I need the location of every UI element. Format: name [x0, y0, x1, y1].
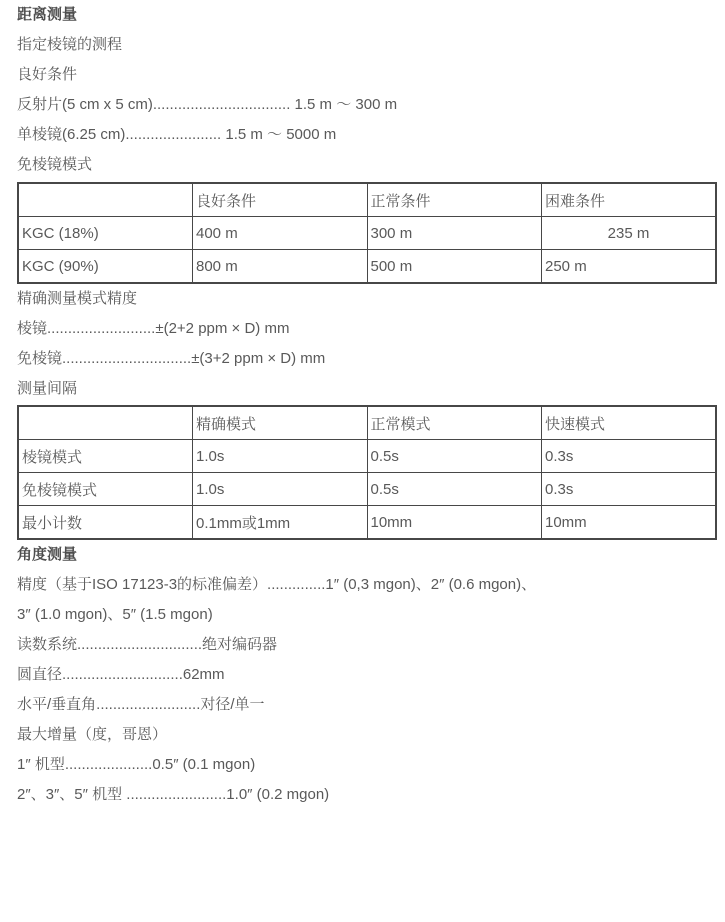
table-header-row	[18, 406, 716, 440]
reflectorless-table	[17, 182, 717, 284]
table-header-cell	[18, 406, 193, 440]
table-cell: 免棱镜模式	[18, 473, 193, 506]
prism-range-heading: 指定棱镜的测程	[17, 36, 123, 53]
model-235sec-spec: 2″、3″、5″ 机型 ........................1.0″ (0.2 mgon)	[17, 786, 330, 803]
reading-system-spec: 读数系统..............................绝对编码器	[17, 636, 278, 653]
table-row	[18, 250, 716, 284]
table-header-cell: 精确模式	[193, 406, 368, 440]
table-cell: 0.1mm或1mm	[193, 506, 368, 540]
distance-section-title: 距离测量	[17, 6, 78, 23]
table-cell: KGC (90%)	[18, 250, 193, 284]
angle-accuracy-line1: 精度（基于ISO 17123-3的标准偏差）..............1″ (0,3 mgon)、2″ (0.6 mgon)、	[17, 576, 537, 593]
table-header-cell: 正常条件	[367, 183, 542, 217]
interval-section-title: 测量间隔	[17, 380, 78, 397]
table-cell: 250 m	[542, 250, 717, 284]
table-cell: 1.0s	[193, 440, 368, 473]
table-cell: 10mm	[542, 506, 717, 540]
table-row	[18, 440, 716, 473]
circle-diameter-spec: 圆直径.............................62mm	[17, 666, 225, 683]
table-header-cell: 正常模式	[367, 406, 542, 440]
good-conditions-label: 良好条件	[17, 66, 78, 83]
table-cell: 0.5s	[367, 440, 542, 473]
interval-table	[17, 405, 717, 540]
table-header-cell	[18, 183, 193, 217]
table-row	[18, 506, 716, 540]
table-cell: 500 m	[367, 250, 542, 284]
single-prism-spec: 单棱镜(6.25 cm)....................... 1.5 m ～ 5000 m	[17, 126, 337, 143]
table-cell: 0.3s	[542, 440, 717, 473]
table-header-cell: 快速模式	[542, 406, 717, 440]
table-cell: 10mm	[367, 506, 542, 540]
table-row	[18, 473, 716, 506]
angle-accuracy-line2: 3″ (1.0 mgon)、5″ (1.5 mgon)	[17, 606, 213, 623]
table-cell: 0.5s	[367, 473, 542, 506]
fine-mode-title: 精确测量模式精度	[17, 290, 138, 307]
reflective-sheet-spec: 反射片(5 cm x 5 cm)................................. 1.5 m ～ 300 m	[17, 96, 398, 113]
max-increment-heading: 最大增量（度，哥恩）	[17, 726, 168, 743]
table-cell: 300 m	[367, 217, 542, 250]
fine-mode-prism-spec: 棱镜..........................±(2+2 ppm × D) mm	[17, 320, 290, 337]
table-cell: 最小计数	[18, 506, 193, 540]
table-cell: KGC (18%)	[18, 217, 193, 250]
angle-section-title: 角度测量	[17, 546, 78, 563]
table-cell: 0.3s	[542, 473, 717, 506]
table-cell: 1.0s	[193, 473, 368, 506]
table-header-cell: 困难条件	[542, 183, 717, 217]
model-1sec-spec: 1″ 机型.....................0.5″ (0.1 mgon)	[17, 756, 256, 773]
table-cell: 棱镜模式	[18, 440, 193, 473]
table-row	[18, 217, 716, 250]
fine-mode-reflectorless-spec: 免棱镜...............................±(3+2 ppm × D) mm	[17, 350, 326, 367]
table-cell: 400 m	[193, 217, 368, 250]
table-cell: 800 m	[193, 250, 368, 284]
reflectorless-mode-title: 免棱镜模式	[17, 156, 93, 173]
table-header-cell: 良好条件	[193, 183, 368, 217]
table-cell: 235 m	[542, 217, 717, 250]
hz-vt-angle-spec: 水平/垂直角.........................对径/单一	[17, 696, 265, 713]
table-header-row	[18, 183, 716, 217]
